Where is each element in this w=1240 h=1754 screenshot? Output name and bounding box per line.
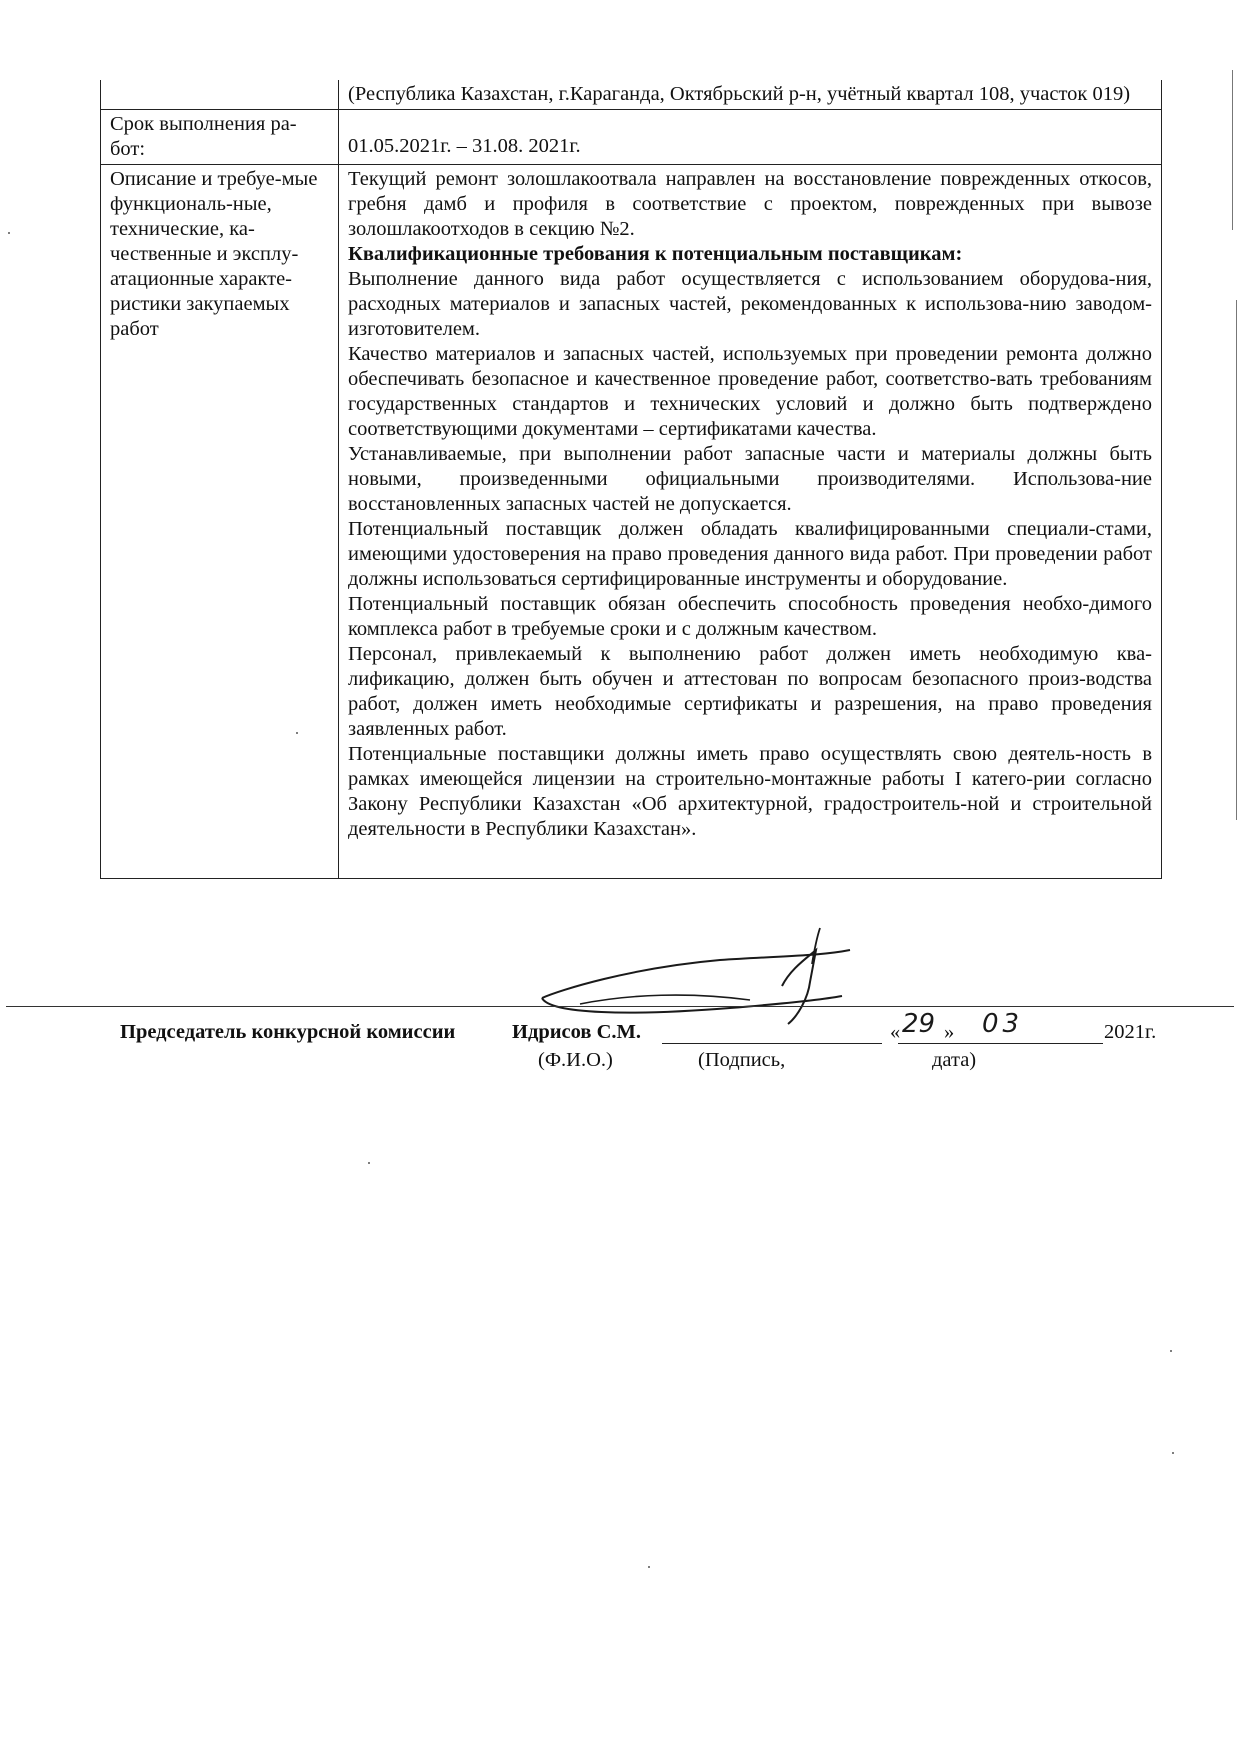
address-label-cell	[101, 80, 339, 110]
date-quote-close: »	[944, 1021, 955, 1043]
scan-speck	[8, 232, 10, 234]
cell-bottom-space	[348, 842, 1152, 876]
date-line	[898, 1043, 1103, 1044]
scan-speck	[1172, 1452, 1174, 1454]
signature-separator-line	[6, 1006, 1234, 1007]
qualification-heading: Квалификационные требования к потенциальным поставщикам:	[348, 243, 963, 265]
description-paragraph-3: Качество материалов и запасных частей, используемых при проведении ремонта должно обеспечивать безопасное и качественное проведение работ, соответство-вать требованиям государственных стандартов и технических условий и должно быть подтверждено соответствующими документами – сертификатами качества.	[348, 343, 1152, 440]
description-cell	[339, 165, 1162, 879]
term-label-cell	[101, 110, 339, 165]
handwritten-signature	[520, 920, 940, 1030]
description-paragraph-7: Персонал, привлекаемый к выполнению работ должен иметь необходимую ква-лификацию, должен быть обучен и аттестован по вопросам безопасного произ-водства работ, должен иметь необходимые сертификаты и разрешения, на право проведения заявленных работ.	[348, 643, 1152, 740]
description-paragraph-5: Потенциальный поставщик должен обладать квалифицированными специали-стами, имеющими удостоверения на право проведения данного вида работ. При проведении работ должны использоваться сертифицированные инструменты и оборудование.	[348, 518, 1152, 590]
scan-speck	[1170, 1350, 1172, 1352]
caption-date: дата)	[932, 1049, 977, 1071]
description-label-cell	[101, 165, 339, 879]
term-dates: 01.05.2021г. – 31.08. 2021г.	[348, 135, 581, 157]
caption-fio: (Ф.И.О.)	[538, 1049, 613, 1071]
description-label: Описание и требуе-мые функциональ-ные, технические, ка-чественные и эксплу-атационные характе-ристики закупаемых работ	[110, 168, 318, 340]
description-paragraph-6: Потенциальный поставщик обязан обеспечить способность проведения необхо-димого комплекса работ в требуемые сроки и с должным качеством.	[348, 593, 1152, 640]
description-paragraph-4: Устанавливаемые, при выполнении работ запасные части и материалы должны быть новыми, произведенными официальными производителями. Использова-ние восстановленных запасных частей не допускается.	[348, 443, 1152, 515]
requirements-table	[100, 80, 1162, 879]
scan-speck	[368, 1162, 370, 1164]
description-paragraph-8: Потенциальные поставщики должны иметь право осуществлять свою деятель-ность в рамках имеющейся лицензии на строительно-монтажные работы I катего-рии согласно Закону Республики Казахстан «Об архитектурной, градостроитель-ной и строительной деятельности в Республики Казахстан».	[348, 743, 1152, 840]
table-row-description	[101, 165, 1162, 879]
date-month: 03	[982, 1009, 1024, 1039]
address-cell	[339, 80, 1162, 110]
chair-name: Идрисов С.М.	[512, 1021, 641, 1043]
address-text: (Республика Казахстан, г.Караганда, Октябрьский р-н, учётный квартал 108, участок 019)	[348, 83, 1131, 105]
scan-edge-mark	[1236, 300, 1237, 820]
scan-edge-mark	[1232, 70, 1233, 230]
description-paragraph-1: Текущий ремонт золошлакоотвала направлен на восстановление поврежденных откосов, гребня дамб и профиля в соответствие с проектом, поврежденных при вывозе золошлакоотходов в секцию №2.	[348, 168, 1152, 240]
caption-signature: (Подпись,	[698, 1049, 786, 1071]
date-day: 29	[902, 1009, 936, 1039]
scan-speck	[648, 1566, 650, 1568]
description-paragraph-2: Выполнение данного вида работ осуществляется с использованием оборудова-ния, расходных материалов и запасных частей, рекомендованных к использова-нию заводом-изготовителем.	[348, 268, 1152, 340]
date-quote-open: «	[890, 1021, 901, 1043]
scan-speck	[296, 732, 298, 734]
term-value-cell	[339, 110, 1162, 165]
date-year: 2021г.	[1104, 1021, 1157, 1043]
table-row-term	[101, 110, 1162, 165]
chair-label: Председатель конкурсной комиссии	[120, 1021, 456, 1043]
date-group	[890, 1009, 1190, 1047]
signature-line	[662, 1043, 882, 1044]
table-row-address	[101, 80, 1162, 110]
term-label: Срок выполнения ра-бот:	[110, 113, 297, 160]
